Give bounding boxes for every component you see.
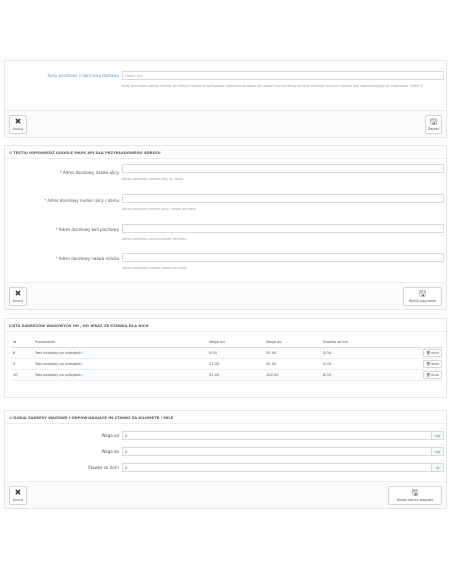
table-header-row (11, 337, 443, 347)
panel2-footer (5, 282, 446, 309)
delete-button[interactable]: 🗑Usuń (423, 360, 442, 368)
weight-to-unit: kg (431, 447, 444, 456)
weight-ranges-list-panel (4, 318, 447, 398)
city-label: *Adres docelowy nazwa miasta (55, 256, 119, 261)
postcode-hint: Kody pocztowe adresu klienta do których będzie przysługiwać darmowa dostawa (by dodać kod pocztowy proszę nacisnąć na polu i wpisać kod zatwierdzający go klawiszem "Enter") (122, 84, 423, 88)
weight-to-label: Waga do (101, 449, 119, 454)
table-row: 10 Test dostawy po odległości 51.00 100.00 8.00 🗑Usuń (11, 369, 443, 380)
free-delivery-postcodes-label: Kody pocztowe z darmową dostawą (47, 73, 119, 78)
send-query-button[interactable]: 🖫 Wyślij zapytanie (403, 287, 442, 306)
floppy-disk-icon: 🖫 (430, 117, 437, 126)
col-id: Id (11, 337, 33, 347)
add-weight-range-panel (4, 410, 447, 509)
cogs-icon: ⚙ (9, 415, 13, 420)
city-hint: Adres docelowy nazwa miasta do testu (122, 266, 187, 270)
google-maps-test-panel (4, 145, 447, 310)
add-weight-range-heading: ⚙DODAJ ZAKRESY WAGOWE I ODPOWIADAJĄCE IM STAWKI ZA KILOMETR / MILE (5, 411, 446, 424)
postcode-input[interactable] (122, 224, 444, 233)
close-icon: ✖ (14, 488, 22, 497)
street-name-hint: Adres docelowy nazwa ulicy do testu (122, 177, 183, 181)
cancel-button[interactable]: ✖ Anuluj (9, 115, 27, 134)
street-number-input[interactable] (122, 194, 444, 203)
panel1-footer (5, 110, 446, 137)
table-row: 8 Test dostawy po odległości 0.00 20.00 3.00 🗑Usuń (11, 347, 443, 358)
add-weight-range-button[interactable]: 🖫 Dodaj zakres wagowy (388, 486, 442, 505)
save-button[interactable]: 🖫 Zapisz (425, 115, 442, 134)
street-number-label: *Adres docelowy numer ulicy / domu (44, 198, 119, 203)
weight-ranges-table (11, 337, 443, 381)
free-delivery-panel (4, 60, 447, 138)
google-maps-test-heading: ⚙TESTUJ ODPOWIEDŹ GOOGLE MAPS API DLA PRZYKŁADOWEGO ADRESU (5, 146, 446, 159)
col-rate-per-km: Stawka za km (321, 337, 413, 347)
trash-icon: 🗑 (426, 361, 431, 366)
col-weight-to: Waga do (264, 337, 321, 347)
panel4-footer (5, 481, 446, 508)
weight-ranges-list-heading: LISTA ZAKRESÓW WAGOWYCH OD / DO WRAZ ZE STAWKĄ DLA NICH (5, 319, 446, 332)
rate-per-km-unit: zł (431, 463, 444, 472)
col-carrier: Przewoźnik (33, 337, 207, 347)
postcode-test-hint: Adres docelowy kod pocztowy do testu (122, 237, 187, 241)
close-icon: ✖ (14, 289, 22, 298)
street-name-input[interactable] (122, 164, 444, 173)
weight-from-input[interactable]: 0 (122, 431, 432, 440)
table-row: 9 Test dostawy po odległości 21.00 50.00 5.00 🗑Usuń (11, 358, 443, 369)
street-name-label: *Adres docelowy nazwa ulicy (59, 170, 119, 175)
cancel-button[interactable]: ✖ Anuluj (9, 287, 27, 306)
floppy-disk-icon: 🖫 (419, 289, 426, 298)
postcode-tag-input[interactable]: Dodaj tag (122, 71, 444, 80)
floppy-disk-icon: 🖫 (411, 488, 419, 497)
rate-per-km-label: Stawka za (km) (88, 465, 119, 470)
weight-to-input[interactable]: 0 (122, 447, 432, 456)
weight-from-label: Waga od (101, 433, 119, 438)
trash-icon: 🗑 (426, 372, 431, 377)
delete-button[interactable]: 🗑Usuń (423, 349, 442, 357)
col-weight-from: Waga od (207, 337, 264, 347)
street-number-hint: Adres docelowy numer ulicy / domu do testu (122, 207, 196, 211)
trash-icon: 🗑 (426, 350, 431, 355)
cogs-icon: ⚙ (9, 150, 13, 155)
delete-button[interactable]: 🗑Usuń (423, 371, 442, 379)
weight-from-unit: kg (431, 431, 444, 440)
close-icon: ✖ (14, 117, 22, 126)
cancel-button[interactable]: ✖ Anuluj (9, 486, 27, 505)
rate-per-km-input[interactable]: 0 (122, 463, 432, 472)
postcode-label: *Adres docelowy kod pocztowy (55, 227, 119, 232)
city-input[interactable] (122, 253, 444, 262)
